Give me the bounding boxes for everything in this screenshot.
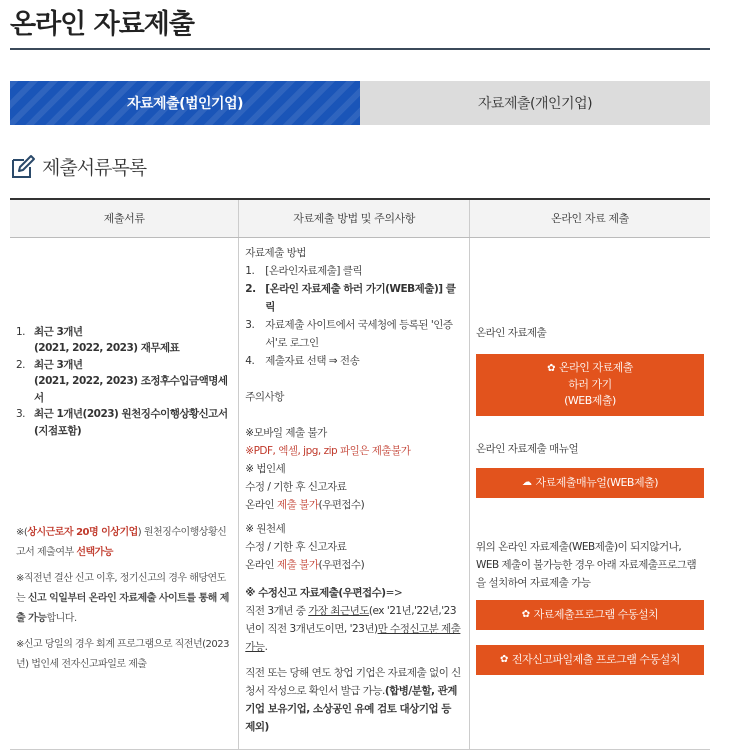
button-label: 전자신고파일제출 프로그램 수동설치 <box>511 652 680 666</box>
list-number: 2. <box>245 282 256 295</box>
caution-filetype: ※PDF, 엑셀, jpg, zip 파일은 제출불가 <box>245 444 411 457</box>
method-cell <box>239 237 470 749</box>
online-submit-label: 온라인 자료제출 <box>475 326 547 339</box>
gear-icon: ✿ <box>500 653 508 665</box>
corp-tax-amend: 수정 / 기한 후 신고자료 <box>245 480 347 493</box>
note-text: ) 원천징수이행상황신고서 제출여부 <box>16 527 227 558</box>
button-label: 온라인 자료제출 <box>558 361 633 374</box>
amend-part: (ex '21년,'22년,'23년이 직전 3개년도이면, '23년) <box>245 604 457 635</box>
doc-line: 최근 3개년 <box>34 358 83 371</box>
cloud-download-icon: ☁ <box>521 476 532 488</box>
web-submit-button-text <box>547 360 633 409</box>
list-number: 2. <box>16 358 26 371</box>
caution-text: 온라인 <box>245 498 278 511</box>
doc-line: (지점포함) <box>34 424 82 437</box>
withholding-online <box>245 556 463 574</box>
list-item <box>16 324 232 357</box>
manual-label: 온라인 자료제출 매뉴얼 <box>475 442 579 455</box>
caution-highlight: 제출 불가 <box>277 558 319 571</box>
col-header-documents: 제출서류 <box>10 199 239 237</box>
caution-text: (우편접수) <box>318 558 365 571</box>
doc-text <box>34 357 232 407</box>
list-number: 3. <box>245 318 255 331</box>
manual-download-button[interactable] <box>476 468 704 498</box>
documents-table <box>10 198 710 750</box>
gear-icon: ✿ <box>547 363 555 374</box>
table-row <box>10 237 710 749</box>
doc-text <box>34 324 179 357</box>
efile-install-button[interactable] <box>476 645 704 675</box>
button-label: 자료제출매뉴얼(WEB제출) <box>535 475 659 489</box>
method-steps <box>245 262 463 370</box>
amend-part: 만 수정신고분 제출가능 <box>245 622 461 653</box>
amend-part: 가장 최근년도 <box>308 604 369 617</box>
table-header-row <box>10 199 710 237</box>
note-filing <box>16 569 232 629</box>
amend-text <box>245 602 463 656</box>
doc-line: (2021, 2022, 2023) 조정후수입금액명세서 <box>34 375 228 404</box>
doc-line: 최근 1개년(2023) 원천징수이행상황신고서 <box>34 408 228 420</box>
page-title: 온라인 자료제출 <box>10 9 194 40</box>
corp-tax-online <box>245 496 463 514</box>
note-employees <box>16 523 232 563</box>
doc-line: 최근 3개년 <box>34 325 83 338</box>
list-item <box>245 352 463 370</box>
program-description: 위의 온라인 자료제출(WEB제출)이 되지않거나, WEB 제출이 불가능한 경우 아래 자료제출프로그램을 설치하여 자료제출 가능 <box>475 540 697 589</box>
edit-icon <box>10 154 36 180</box>
method-heading: 자료제출 방법 <box>245 246 306 259</box>
note-text: ※직전년 결산 신고 이후, 정기신고의 경우 해당연도는 <box>16 573 226 604</box>
amend-part: 직전 3개년 중 <box>245 604 309 617</box>
online-cell <box>469 237 710 749</box>
section-title: 제출서류목록 <box>42 157 147 179</box>
list-item <box>16 406 232 439</box>
gear-icon: ✿ <box>521 608 530 620</box>
note-same-day: ※신고 당일의 경우 회계 프로그램으로 직전년(2023년) 법인세 전자신고파일로 제출 <box>16 639 230 670</box>
caution-text: 온라인 <box>245 558 278 571</box>
withholding-amend: 수정 / 기한 후 신고자료 <box>245 540 347 553</box>
note-highlight: 선택가능 <box>76 547 113 558</box>
button-label: 자료제출프로그램 수동설치 <box>533 607 659 621</box>
caution-mobile: ※모바일 제출 불가 <box>245 426 327 439</box>
amend-arrow: => <box>385 586 403 599</box>
title-divider <box>10 48 710 50</box>
documents-cell <box>10 237 239 749</box>
caution-heading: 주의사항 <box>245 390 284 403</box>
button-label: 하러 가기 <box>568 378 612 391</box>
tab-bar <box>10 81 710 125</box>
startup-text: 직전 또는 당해 연도 창업 기업은 자료제출 없이 신청서 작성으로 확인서 발급 가능. <box>245 666 461 697</box>
step-text: 제출자료 선택 ⇒ 전송 <box>265 354 360 367</box>
note-highlight: 신고 익일부터 온라인 자료제출 사이트를 통해 제출 가능 <box>16 593 229 624</box>
list-number: 3. <box>16 408 26 420</box>
tab-individual[interactable]: 자료제출(개인기업) <box>360 81 710 125</box>
caution-text: (우편접수) <box>318 498 365 511</box>
doc-text <box>34 406 228 439</box>
documents-list <box>16 324 232 440</box>
button-label: (WEB제출) <box>564 394 616 407</box>
caution-highlight: 제출 불가 <box>277 498 319 511</box>
tab-corporate[interactable]: 자료제출(법인기업) <box>10 81 360 125</box>
web-submit-button[interactable] <box>476 354 704 416</box>
list-item <box>245 316 463 352</box>
amend-part: . <box>264 640 268 653</box>
note-highlight: 상시근로자 20명 이상기업 <box>27 527 138 538</box>
col-header-method: 자료제출 방법 및 주의사항 <box>239 199 470 237</box>
amend-title: ※ 수정신고 자료제출(우편접수) <box>245 586 386 599</box>
step-text: [온라인자료제출] 클릭 <box>265 264 363 277</box>
note-text: 합니다. <box>46 613 77 624</box>
list-number: 1. <box>16 325 26 338</box>
section-header <box>10 153 146 180</box>
col-header-online: 온라인 자료 제출 <box>469 199 710 237</box>
list-item <box>245 280 463 316</box>
list-item <box>16 357 232 407</box>
startup-note <box>245 664 463 736</box>
corp-tax-label: ※ 법인세 <box>245 462 286 475</box>
list-number: 4. <box>245 354 255 367</box>
note-text: ※( <box>16 527 28 538</box>
startup-exclusion: (합병/분할, 관계기업 보유기업, 소상공인 유예 검토 대상기업 등 제외) <box>245 684 457 733</box>
list-item <box>245 262 463 280</box>
list-number: 1. <box>245 264 255 277</box>
amend-heading <box>245 584 463 602</box>
program-install-button[interactable] <box>476 600 704 630</box>
withholding-label: ※ 원천세 <box>245 522 286 535</box>
step-text: 자료제출 사이트에서 국세청에 등록된 '인증서'로 로그인 <box>265 318 453 349</box>
step-text: [온라인 자료제출 하러 가기(WEB제출)] 클릭 <box>265 282 456 313</box>
doc-line: (2021, 2022, 2023) 재무제표 <box>34 342 180 354</box>
